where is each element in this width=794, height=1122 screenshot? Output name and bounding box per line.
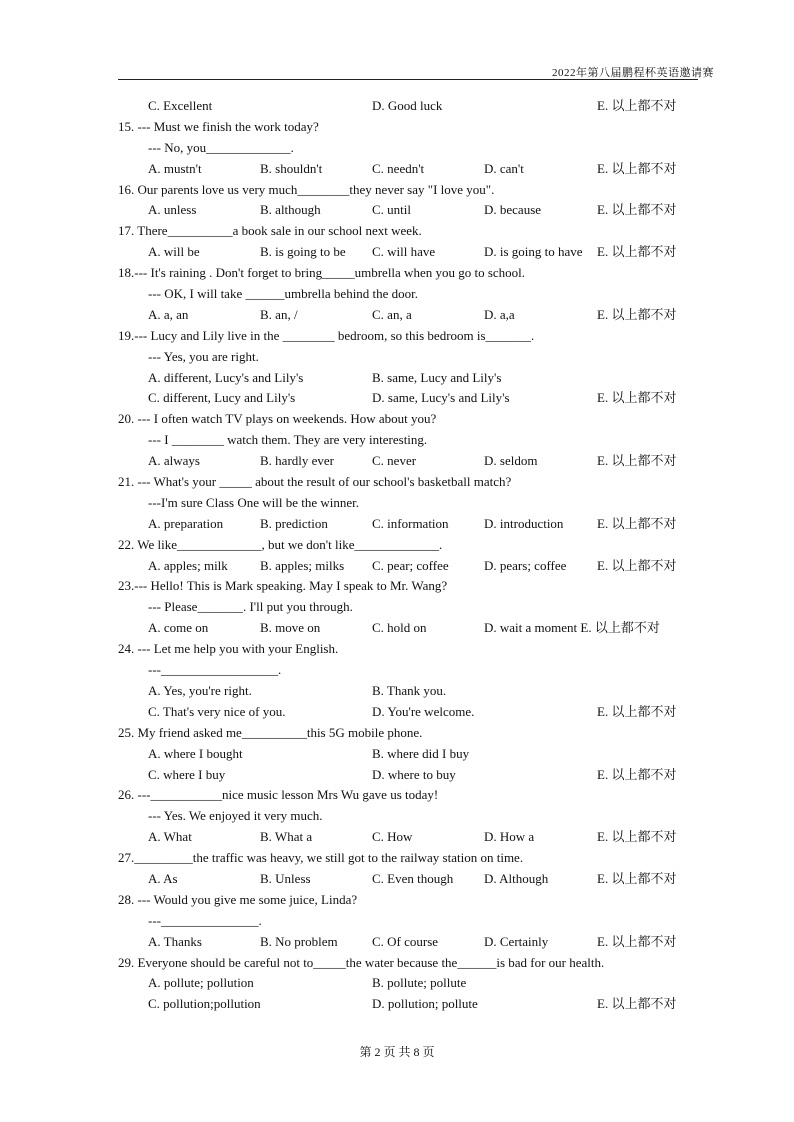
question-text: 24. --- Let me help you with your English. (118, 641, 339, 657)
question-text: 22. We like_____________, but we don't like_____________. (118, 536, 443, 552)
text-line (0, 159, 794, 180)
text-line (0, 827, 794, 848)
page-footer: 第 2 页 共 8 页 (359, 1045, 435, 1059)
option-text: C. pollution;pollution (148, 996, 261, 1012)
text-line (0, 556, 794, 577)
question-text: 28. --- Would you give me some juice, Linda? (118, 891, 358, 907)
text-line (0, 180, 794, 201)
text-line (0, 326, 794, 347)
option-text: E. 以上都不对 (597, 390, 677, 406)
option-text: E. 以上都不对 (597, 766, 677, 782)
option-text: B. same, Lucy and Lily's (372, 369, 502, 385)
option-text: D. can't (484, 160, 524, 176)
question-text: 19.--- Lucy and Lily live in the ________ bedroom, so this bedroom is_______. (118, 327, 535, 343)
text-line (0, 890, 794, 911)
option-text: B. No problem (260, 933, 338, 949)
option-text: B. Thank you. (372, 682, 447, 698)
option-text: C. That's very nice of you. (148, 703, 286, 719)
option-text: A. As (148, 870, 178, 886)
option-text: E. 以上都不对 (597, 933, 677, 949)
text-line (0, 973, 794, 994)
text-line (0, 618, 794, 639)
option-text: B. Unless (260, 870, 311, 886)
option-text: E. 以上都不对 (597, 515, 677, 531)
text-line (0, 472, 794, 493)
text-line (0, 806, 794, 827)
text-line (0, 242, 794, 263)
question-text: 25. My friend asked me__________this 5G mobile phone. (118, 724, 423, 740)
dialogue-line: --- I ________ watch them. They are very interesting. (148, 432, 428, 448)
option-text: C. where I buy (148, 766, 226, 782)
option-text: A. preparation (148, 515, 224, 531)
question-text: 26. ---___________nice music lesson Mrs Wu gave us today! (118, 787, 439, 803)
option-text: A. mustn't (148, 160, 202, 176)
option-text: E. 以上都不对 (597, 453, 677, 469)
text-line (0, 451, 794, 472)
dialogue-line: ---_______________. (148, 912, 262, 928)
text-line (0, 869, 794, 890)
option-text: E. 以上都不对 (597, 996, 677, 1012)
option-text: C. needn't (372, 160, 425, 176)
option-text: E. 以上都不对 (597, 98, 677, 113)
option-text: C. How (372, 829, 413, 845)
option-text: A. different, Lucy's and Lily's (148, 369, 304, 385)
option-text: B. an, / (260, 306, 298, 322)
text-line (0, 96, 794, 117)
dialogue-line: ---I'm sure Class One will be the winner. (148, 494, 360, 510)
text-line (0, 200, 794, 221)
text-line (0, 347, 794, 368)
text-line (0, 994, 794, 1015)
option-text: E. 以上都不对 (597, 870, 677, 886)
option-text: C. Excellent (148, 98, 213, 113)
text-line (0, 221, 794, 242)
question-text: 27._________the traffic was heavy, we still got to the railway station on time. (118, 850, 524, 866)
option-text: C. Of course (372, 933, 439, 949)
option-text: E. 以上都不对 (597, 202, 677, 218)
option-text: C. hold on (372, 620, 427, 636)
option-text: B. although (260, 202, 321, 218)
question-text: 17. There__________a book sale in our school next week. (118, 223, 422, 239)
header-rule (118, 79, 698, 80)
option-text: A. will be (148, 244, 200, 260)
text-line (0, 138, 794, 159)
option-text: D. Certainly (484, 933, 549, 949)
option-text: A. Yes, you're right. (148, 682, 252, 698)
question-list (0, 96, 794, 1015)
option-text: C. Even though (372, 870, 454, 886)
option-text: C. until (372, 202, 412, 218)
option-text: E. 以上都不对 (597, 244, 677, 260)
option-text: A. pollute; pollution (148, 975, 254, 991)
text-line (0, 639, 794, 660)
text-line (0, 117, 794, 138)
text-line (0, 305, 794, 326)
option-text: A. a, an (148, 306, 189, 322)
option-text: C. information (372, 515, 449, 531)
option-text: D. Good luck (372, 98, 443, 113)
option-text: A. always (148, 453, 200, 469)
option-text: E. 以上都不对 (597, 557, 677, 573)
option-text: B. What a (260, 829, 313, 845)
option-text: E. 以上都不对 (597, 829, 677, 845)
dialogue-line: --- Yes. We enjoyed it very much. (148, 808, 323, 824)
dialogue-line: --- Please_______. I'll put you through. (148, 599, 353, 615)
question-text: 21. --- What's your _____ about the result of our school's basketball match? (118, 474, 512, 490)
text-line (0, 409, 794, 430)
option-text: D. You're welcome. (372, 703, 475, 719)
option-text: A. apples; milk (148, 557, 228, 573)
option-text: D. wait a moment E. 以上都不对 (484, 620, 660, 636)
option-text: D. a,a (484, 306, 515, 322)
text-line (0, 765, 794, 786)
text-line (0, 535, 794, 556)
text-line (0, 681, 794, 702)
text-line (0, 932, 794, 953)
dialogue-line: --- Yes, you are right. (148, 348, 259, 364)
option-text: D. pollution; pollute (372, 996, 478, 1012)
option-text: A. unless (148, 202, 197, 218)
text-line (0, 911, 794, 932)
option-text: D. is going to have (484, 244, 583, 260)
option-text: A. Thanks (148, 933, 202, 949)
option-text: D. where to buy (372, 766, 456, 782)
option-text: B. shouldn't (260, 160, 323, 176)
option-text: D. because (484, 202, 542, 218)
option-text: B. prediction (260, 515, 328, 531)
option-text: E. 以上都不对 (597, 160, 677, 176)
option-text: D. How a (484, 829, 535, 845)
option-text: E. 以上都不对 (597, 306, 677, 322)
text-line (0, 702, 794, 723)
text-line (0, 953, 794, 974)
option-text: C. an, a (372, 306, 412, 322)
option-text: B. where did I buy (372, 745, 470, 761)
question-text: 16. Our parents love us very much________they never say "I love you". (118, 181, 495, 197)
option-text: D. introduction (484, 515, 564, 531)
option-text: C. pear; coffee (372, 557, 449, 573)
option-text: E. 以上都不对 (597, 703, 677, 719)
option-text: B. apples; milks (260, 557, 345, 573)
text-line (0, 576, 794, 597)
question-text: 18.--- It's raining . Don't forget to bring_____umbrella when you go to school. (118, 265, 526, 281)
text-line (0, 284, 794, 305)
option-text: B. is going to be (260, 244, 346, 260)
text-line (0, 368, 794, 389)
page-header: 2022年第八届鹏程杯英语邀请赛 (552, 67, 714, 79)
text-line (0, 514, 794, 535)
dialogue-line: ---__________________. (148, 662, 282, 678)
option-text: B. hardly ever (260, 453, 335, 469)
dialogue-line: --- OK, I will take ______umbrella behind the door. (148, 286, 419, 302)
text-line (0, 263, 794, 284)
option-text: C. different, Lucy and Lily's (148, 390, 296, 406)
text-line (0, 430, 794, 451)
option-text: D. seldom (484, 453, 538, 469)
dialogue-line: --- No, you_____________. (148, 139, 294, 155)
question-text: 20. --- I often watch TV plays on weekends. How about you? (118, 411, 437, 427)
question-text: 15. --- Must we finish the work today? (118, 118, 319, 134)
option-text: D. Although (484, 870, 549, 886)
text-line (0, 597, 794, 618)
option-text: C. will have (372, 244, 436, 260)
option-text: D. pears; coffee (484, 557, 567, 573)
option-text: D. same, Lucy's and Lily's (372, 390, 510, 406)
text-line (0, 660, 794, 681)
option-text: B. pollute; pollute (372, 975, 467, 991)
text-line (0, 723, 794, 744)
question-text: 23.--- Hello! This is Mark speaking. May I speak to Mr. Wang? (118, 578, 448, 594)
text-line (0, 785, 794, 806)
text-line (0, 744, 794, 765)
option-text: C. never (372, 453, 417, 469)
option-text: A. What (148, 829, 192, 845)
text-line (0, 388, 794, 409)
option-text: A. come on (148, 620, 209, 636)
text-line (0, 493, 794, 514)
question-text: 29. Everyone should be careful not to_____the water because the______is bad for our health. (118, 954, 605, 970)
text-line (0, 848, 794, 869)
option-text: A. where I bought (148, 745, 243, 761)
option-text: B. move on (260, 620, 321, 636)
